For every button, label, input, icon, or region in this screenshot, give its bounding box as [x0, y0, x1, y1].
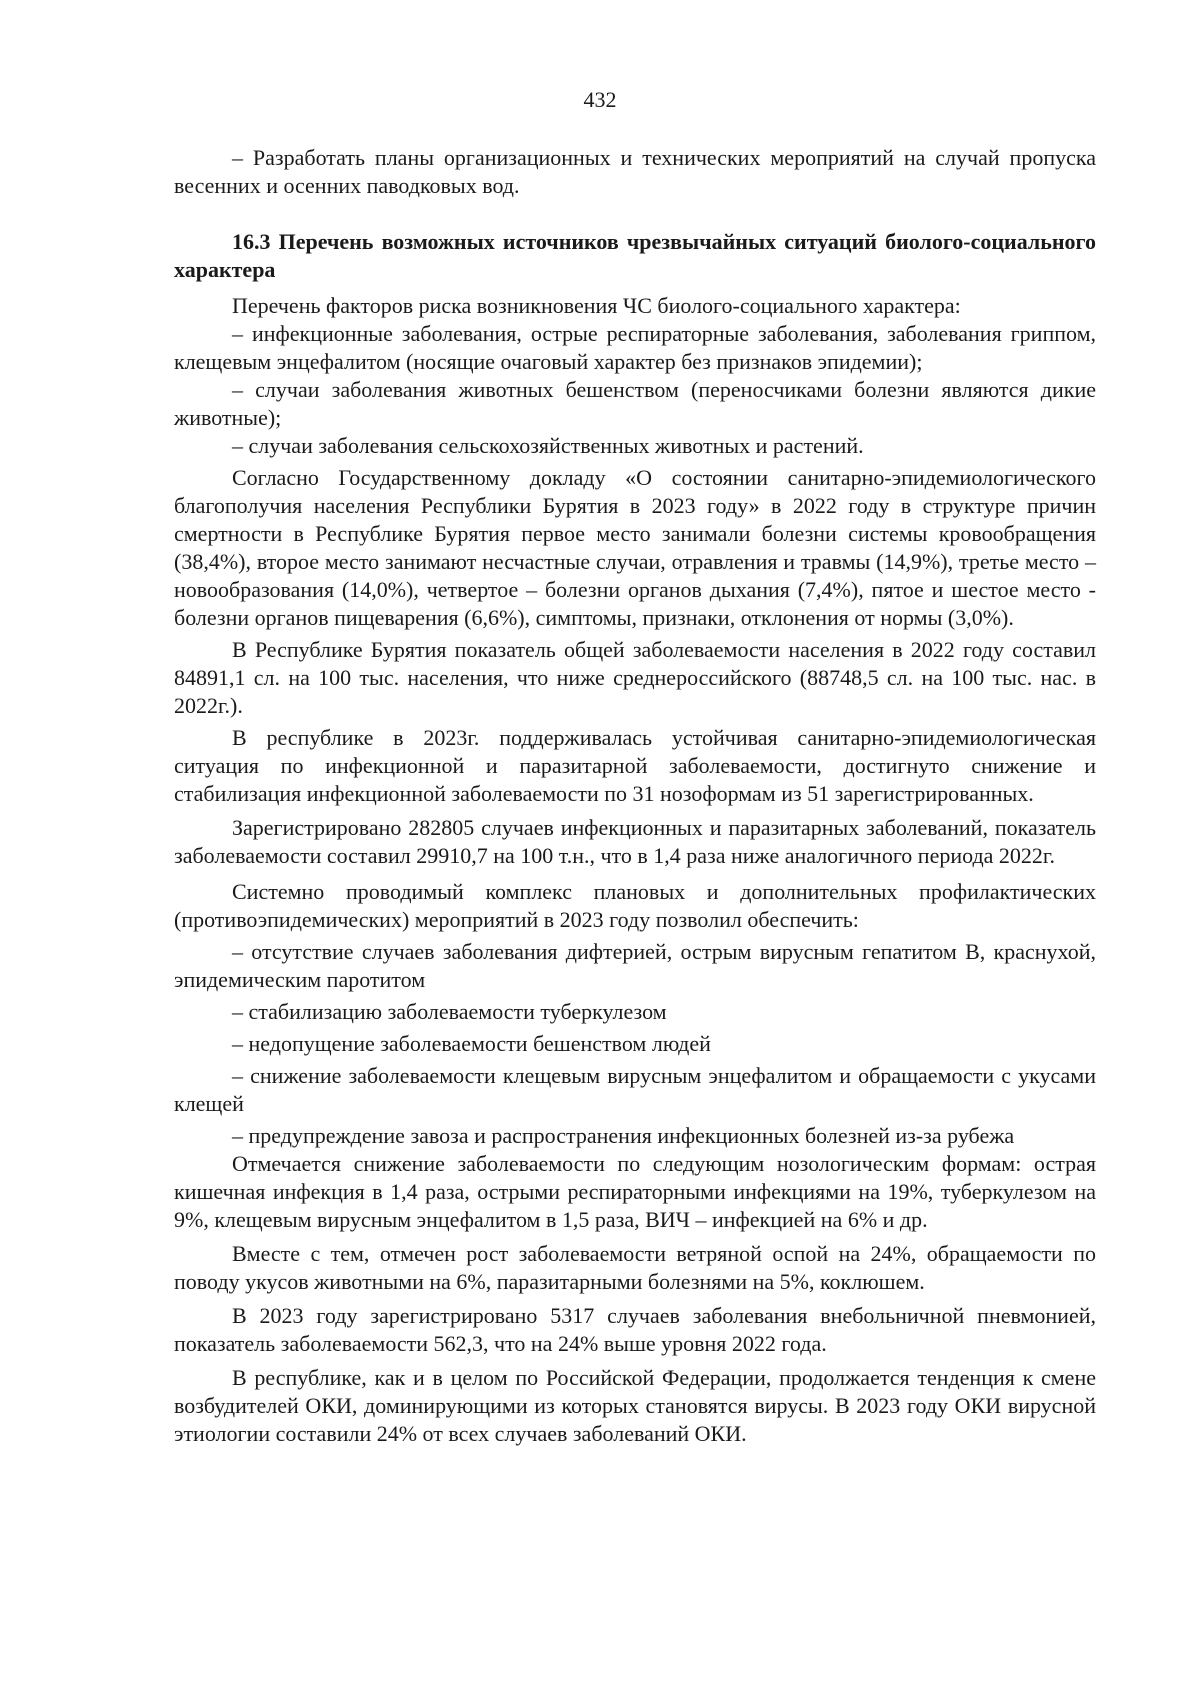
body-paragraph: Согласно Государственному докладу «О состоянии санитарно-эпидемиологического благополучия населения Республики Бурятия в 2023 году» в 2022 году в структуре причин смертности в Республике Бурятия первое место занимали болезни системы кровообращения (38,4%), второе место занимают несчастные случаи, отравления и травмы (14,9%), третье место – новообразования (14,0%), четвертое – болезни органов дыхания (7,4%), пятое и шестое место - болезни органов пищеварения (6,6%), симптомы, признаки, отклонения от нормы (3,0%).	[174, 465, 1096, 630]
achievement-item: – снижение заболеваемости клещевым вирусным энцефалитом и обращаемости с укусами клещей	[174, 1063, 1096, 1116]
body-paragraph: Вместе с тем, отмечен рост заболеваемости ветряной оспой на 24%, обращаемости по поводу укусов животными на 6%, паразитарными болезнями на 5%, коклюшем.	[174, 1241, 1096, 1294]
risk-factors-intro: Перечень факторов риска возникновения ЧС биолого-социального характера:	[232, 293, 961, 318]
section-heading: 16.3 Перечень возможных источников чрезвычайных ситуаций биолого-социального характера	[174, 229, 1096, 282]
page-number: 432	[583, 87, 617, 112]
intro-list-item: – Разработать планы организационных и технических мероприятий на случай пропуска весенних и осенних паводковых вод.	[174, 145, 1096, 198]
risk-factor-item: – случаи заболевания сельскохозяйственных животных и растений.	[232, 433, 864, 458]
body-paragraph: Системно проводимый комплекс плановых и дополнительных профилактических (противоэпидемических) мероприятий в 2023 году позволил обеспечить:	[174, 879, 1096, 932]
achievement-item: – отсутствие случаев заболевания дифтерией, острым вирусным гепатитом В, краснухой, эпидемическим паротитом	[174, 939, 1096, 992]
body-paragraph: В республике, как и в целом по Российской Федерации, продолжается тенденция к смене возбудителей ОКИ, доминирующими из которых становятся вирусы. В 2023 году ОКИ вирусной этиологии составили 24% от всех случаев заболеваний ОКИ.	[174, 1365, 1096, 1446]
body-paragraph: Зарегистрировано 282805 случаев инфекционных и паразитарных заболеваний, показатель заболеваемости составил 29910,7 на 100 т.н., что в 1,4 раза ниже аналогичного периода 2022г.	[174, 815, 1096, 868]
risk-factor-item: – случаи заболевания животных бешенством (переносчиками болезни являются дикие животные);	[174, 377, 1096, 430]
body-paragraph: Отмечается снижение заболеваемости по следующим нозологическим формам: острая кишечная инфекция в 1,4 раза, острыми респираторными инфекциями на 19%, туберкулезом на 9%, клещевым вирусным энцефалитом в 1,5 раза, ВИЧ – инфекцией на 6% и др.	[174, 1151, 1096, 1232]
page-content	[174, 144, 1096, 1448]
body-paragraph: В Республике Бурятия показатель общей заболеваемости населения в 2022 году составил 84891,1 сл. на 100 тыс. населения, что ниже среднероссийского (88748,5 сл. на 100 тыс. нас. в 2022г.).	[174, 637, 1096, 718]
body-paragraph: В республике в 2023г. поддерживалась устойчивая санитарно-эпидемиологическая ситуация по инфекционной и паразитарной заболеваемости, достигнуто снижение и стабилизация инфекционной заболеваемости по 31 нозоформам из 51 зарегистрированных.	[174, 725, 1096, 806]
achievement-item: – предупреждение завоза и распространения инфекционных болезней из-за рубежа	[232, 1123, 1015, 1148]
risk-factor-item: – инфекционные заболевания, острые респираторные заболевания, заболевания гриппом, клещевым энцефалитом (носящие очаговый характер без признаков эпидемии);	[174, 321, 1096, 374]
achievement-item: – недопущение заболеваемости бешенством людей	[232, 1031, 711, 1056]
body-paragraph: В 2023 году зарегистрировано 5317 случаев заболевания внебольничной пневмонией, показатель заболеваемости 562,3, что на 24% выше уровня 2022 года.	[174, 1303, 1096, 1356]
achievement-item: – стабилизацию заболеваемости туберкулезом	[232, 999, 667, 1024]
